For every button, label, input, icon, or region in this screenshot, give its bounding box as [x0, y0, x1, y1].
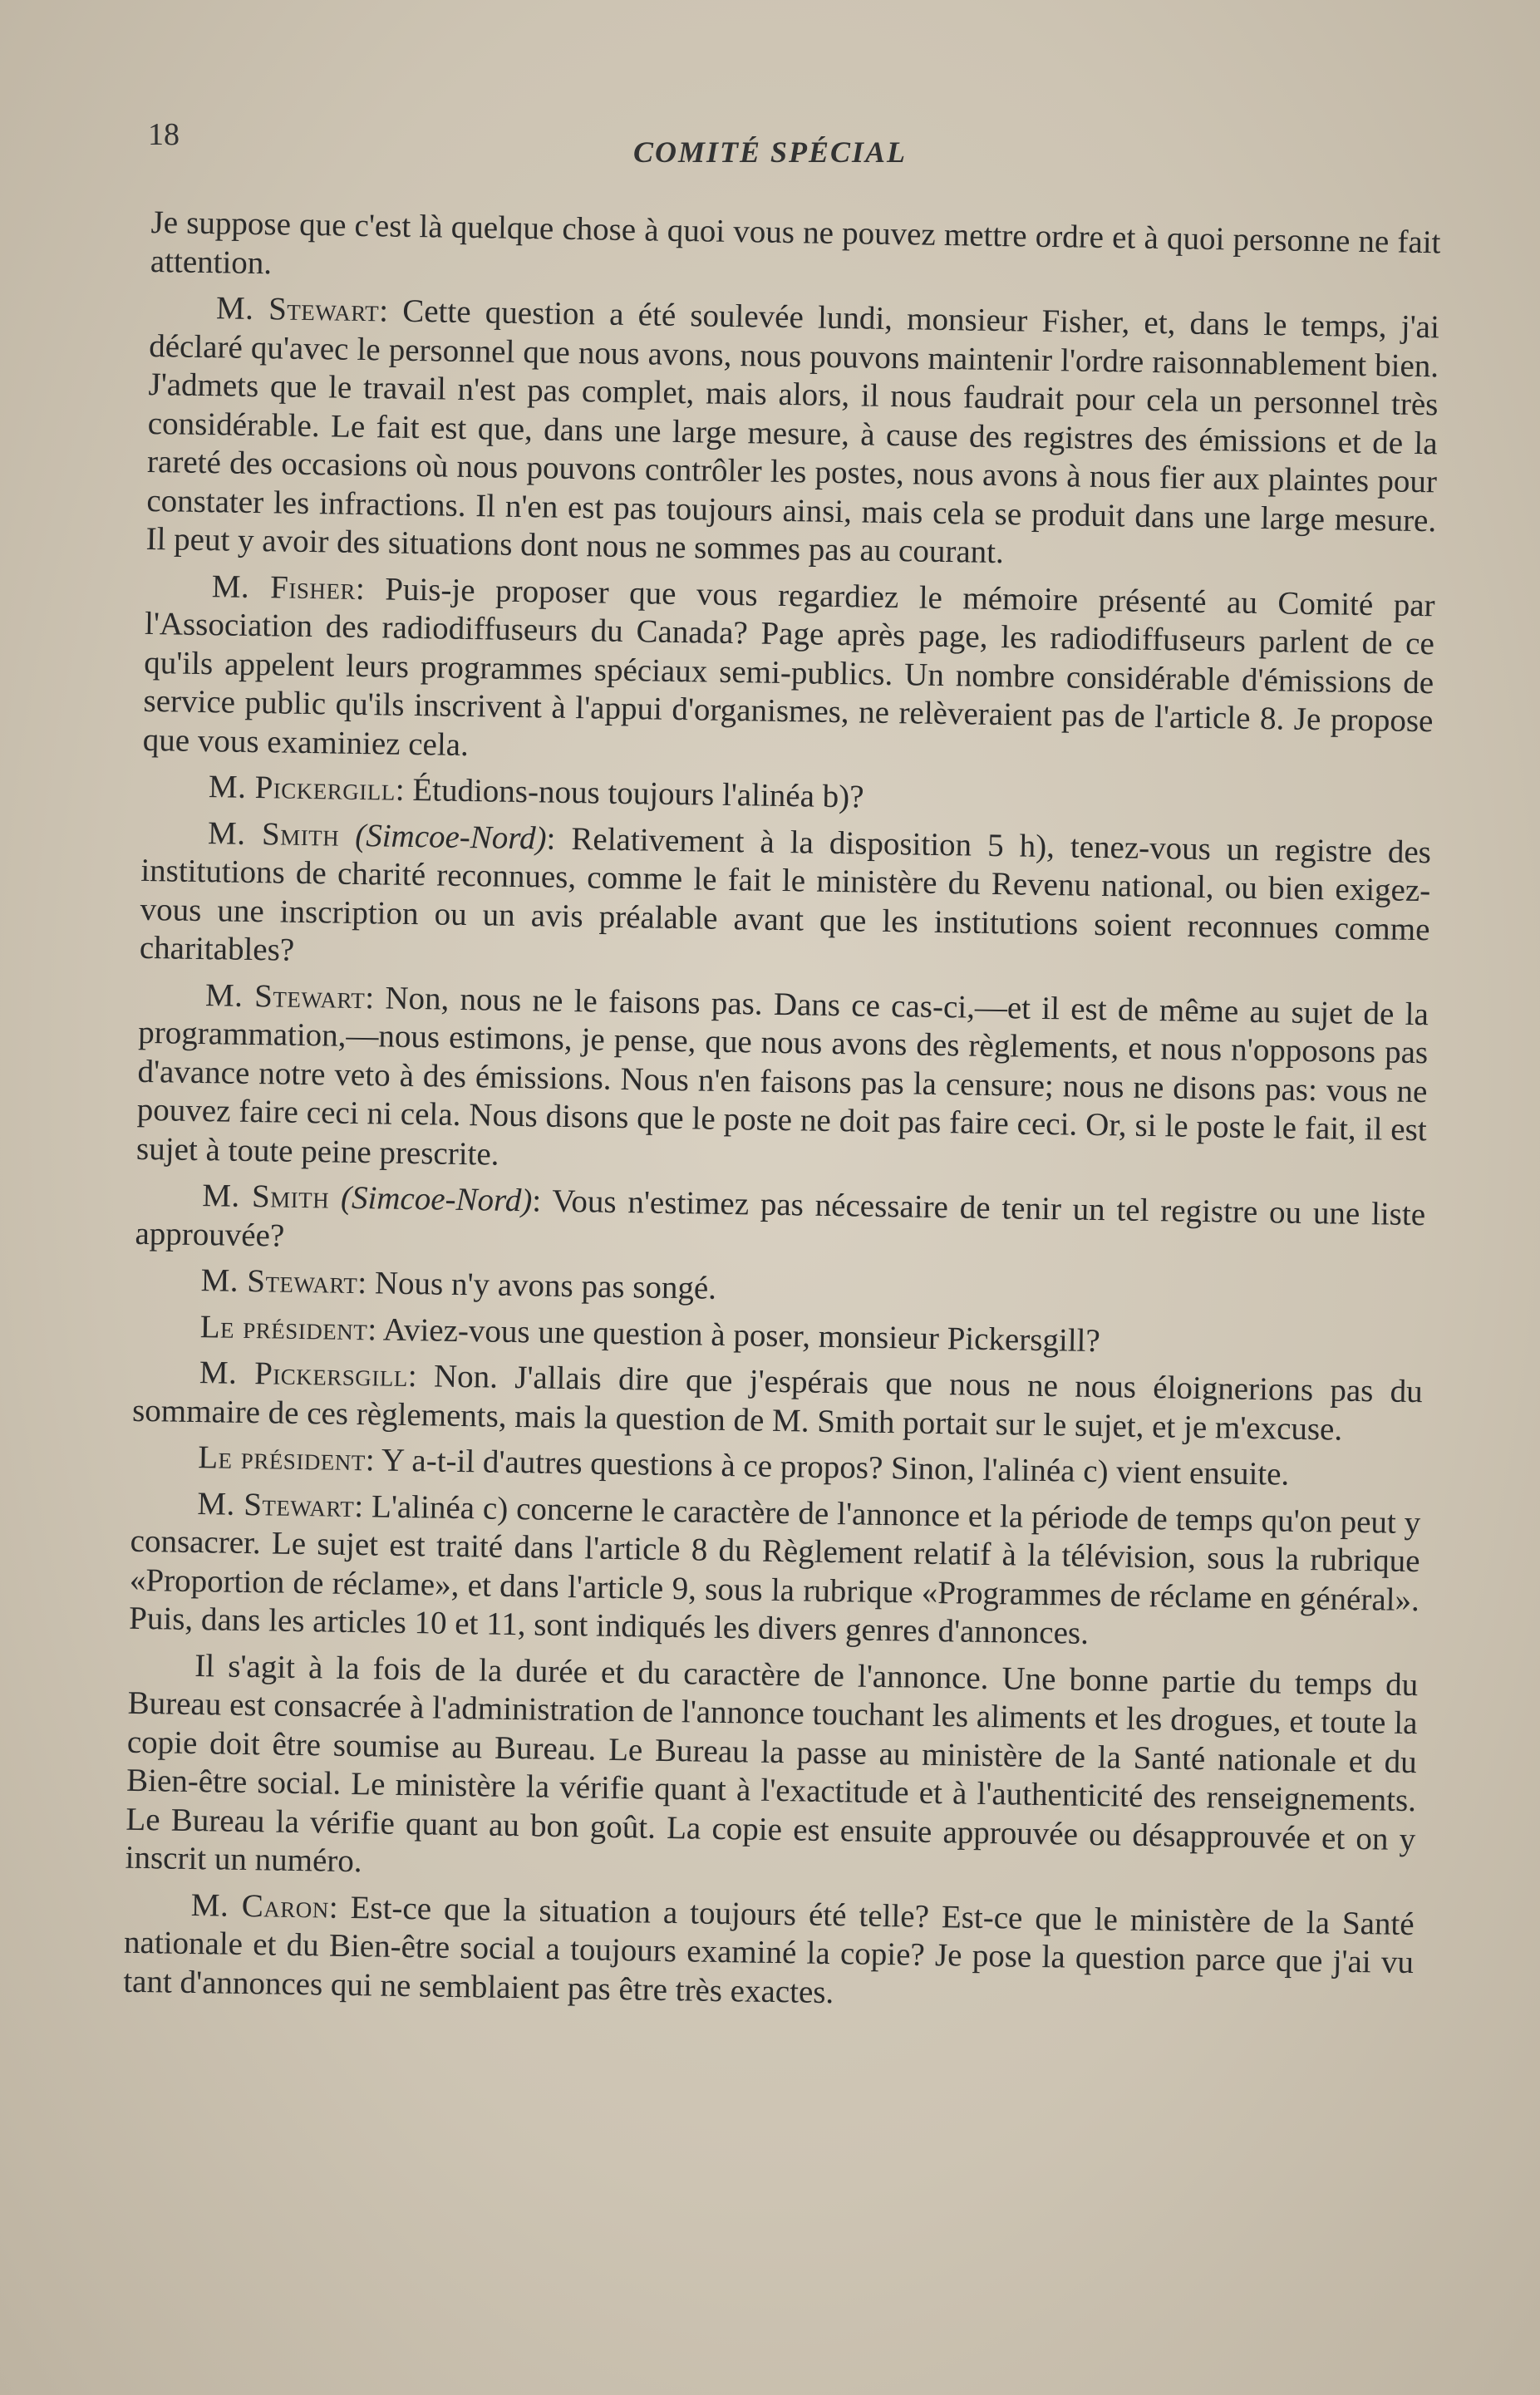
speaker-colon: : — [407, 1358, 418, 1394]
running-title: COMITÉ SPÉCIAL — [632, 135, 908, 169]
paragraph-1 — [150, 204, 1441, 301]
speaker-name: M. Pickersgill — [199, 1355, 409, 1394]
paragraph-text: Y a-t-il d'autres questions à ce propos? Sinon, l'alinéa c) vient ensuite. — [374, 1442, 1290, 1493]
speaker-colon: : — [353, 1488, 364, 1524]
speaker-colon: : — [367, 1311, 377, 1347]
paragraph-text: Non, nous ne le faisons pas. Dans ce cas-ci,—et il est de même au sujet de la programmation,—nous estimons, je pense, que nous avons des règlements, et nous n'opposons pas d'avance notre veto à des émissions. Nous n'en faisons pas la censure; nous ne disons pas: vous ne pouvez faire ceci ni cela. Nous disons que le poste ne doit pas faire ceci. Or, si le poste le fait, il est sujet à toute peine prescrite. — [135, 979, 1429, 1173]
speaker-name: M. Stewart — [200, 1262, 358, 1301]
paragraph-text: Il s'agit à la fois de la durée et du caractère de l'annonce. Une bonne partie du temps du Bureau est consacrée à l'administration de l'annonce touchant les aliments et les drogues, et toute la copie doit être soumise au Bureau. Le Bureau la passe au ministère de la Santé nationale et du Bien-être social. Le ministère la vérifie quant à l'exactitude et à l'authenticité des renseignements. Le Bureau la vérifie quant au bon goût. La copie est ensuite approuvée ou désapprouvée et on y inscrit un numéro. — [125, 1647, 1419, 1880]
speaker-name: M. Stewart — [215, 290, 380, 329]
speaker-colon: : — [328, 1889, 338, 1925]
paragraph-5 — [140, 813, 1432, 987]
paragraph-text: Aviez-vous une question à poser, monsieur Pickersgill? — [376, 1311, 1101, 1359]
paragraph-text: Nous n'y avons pas songé. — [366, 1265, 717, 1306]
speaker-name: M. Smith — [207, 814, 340, 853]
page-number: 18 — [148, 117, 180, 152]
speaker-colon: : — [395, 771, 405, 808]
speaker-name: M. Fisher — [211, 568, 357, 607]
speaker-name: Le président — [197, 1439, 367, 1478]
speaker-colon: : — [546, 820, 556, 857]
speaker-name: M. Caron — [190, 1886, 330, 1925]
speaker-name: M. Smith — [201, 1178, 330, 1216]
speaker-name: M. Stewart — [204, 976, 366, 1016]
paragraph-text: Puis-je proposer que vous regardiez le mémoire présenté au Comité par l'Association des radiodiffuseurs du Canada? Page après page, les radiodiffuseurs parlent de ce qu'ils appelent leurs programmes spéciaux semi-publics. Un nombre considérable d'émissions de service public qu'ils inscrivent à l'appui d'organismes, ne relèveraient pas de l'article 8. Je propose que vous examiniez cela. — [142, 570, 1435, 763]
paragraph-2 — [145, 288, 1439, 579]
paragraph-6 — [136, 975, 1429, 1188]
speaker-colon: : — [378, 293, 389, 329]
paragraph-13 — [125, 1645, 1418, 1897]
paragraph-text: L'alinéa c) concerne le caractère de l'annonce et la période de temps qu'on peut y consacrer. Le sujet est traité dans l'article 8 du Règlement relatif à la télévision, sous la rubrique «Proportion de réclame», et dans l'article 9, sous la rubrique «Programmes de réclame en général». Puis, dans les articles 10 et 11, sont indiqués les divers genres d'annonces. — [128, 1488, 1421, 1651]
paragraph-text: Vous n'estimez pas nécessaire de tenir un tel registre ou une liste approuvée? — [135, 1183, 1426, 1254]
paragraph-text: Cette question a été soulevée lundi, monsieur Fisher, et, dans le temps, j'ai déclaré qu'avec le personnel que nous avons, nous pouvons maintenir l'ordre raisonnablement bien. J'admets que le travail n'est pas complet, mais alors, il nous faudrait pour cela un personnel très considérable. Le fait est que, dans une large mesure, à cause des registres des émissions et de la rareté des occasions où nous pouvons contrôler les postes, nous avons à nous fier aux plaintes pour constater les infractions. Il n'en est pas toujours ainsi, mais cela se produit dans une large mesure. Il peut y avoir des situations dont nous ne sommes pas au courant. — [145, 293, 1440, 571]
paragraph-text: Est-ce que la situation a toujours été telle? Est-ce que le ministère de la Santé nationale et du Bien-être social a toujours examiné la copie? Je pose la question parce que j'ai vu tant d'annonces qui ne semblaient pas être très exactes. — [123, 1889, 1415, 2010]
speaker-colon: : — [355, 570, 366, 607]
paragraph-text: Relativement à la disposition 5 h), tenez-vous un registre des institutions de charité reconnues, comme le fait le ministère du Revenu national, ou bien exigez-vous une inscription ou un avis préalable avant que les institutions soient reconnues comme charitables? — [139, 820, 1432, 968]
paragraph-text: Je suppose que c'est là quelque chose à quoi vous ne pouvez mettre ordre et à quoi personne ne fait attention. — [150, 204, 1441, 281]
paragraph-7 — [135, 1176, 1425, 1273]
paragraph-text: Non. J'allais dire que j'espérais que nous ne nous éloignerions pas du sommaire de ces règlements, mais la question de M. Smith portait sur le sujet, et je m'excuse. — [131, 1358, 1424, 1448]
speaker-name: M. Pickergill — [208, 769, 396, 808]
paragraph-3 — [142, 566, 1434, 779]
speaker-colon: : — [365, 1442, 376, 1478]
speaker-colon: : — [357, 1265, 367, 1301]
paragraph-text: Étudions-nous toujours l'alinéa b)? — [404, 771, 864, 815]
speaker-colon: : — [364, 979, 375, 1016]
paragraph-14 — [123, 1885, 1415, 2021]
paragraph-12 — [129, 1483, 1421, 1658]
speaker-riding: (Simcoe-Nord) — [328, 1179, 533, 1219]
speaker-name: Le président — [199, 1308, 368, 1347]
paragraph-10 — [132, 1353, 1423, 1450]
body-text — [123, 204, 1441, 2029]
speaker-riding: (Simcoe-Nord) — [338, 817, 547, 857]
speaker-colon: : — [531, 1183, 542, 1219]
speaker-name: M. Stewart — [197, 1485, 355, 1524]
